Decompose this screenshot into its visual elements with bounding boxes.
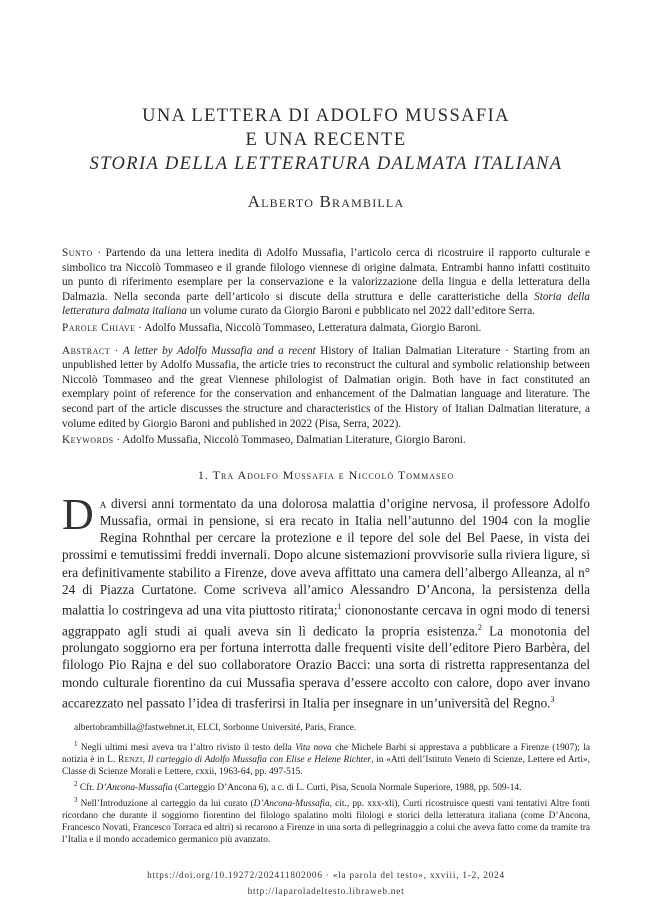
abstract-english: Abstract · A letter by Adolfo Mussafia and a recent History of Italian Dalmatian Literature · Starting from an unpublished letter by Adolfo Mussafia, the article tries to reconstruct the cultural and symbolic relationship between Niccolò Tommaseo and the great Viennese philologist of Dalmatian origin. Both have in fact constituted an exemplary point of reference for the conservation and enhancement of the Dalmatian language and literature. The second part of the article discusses the structure and characteristics of the History of Italian Dalmatian literature, a volume edited by Giorgio Baroni and published in 2022 (Pisa, Serra, 2022). (62, 344, 590, 430)
footnote-3-text-b: , cit., pp. xxx-xli), Curti ricostruisce questi vani tentativi Altre fonti ricordano che durante il soggiorno fiorentino del filologo spalatino molti filologi e storici della letteratura italiana (come D’Ancona, Francesco Novati, Francesco Torraca ed altri) si recarono a Firenze in una sorta di pellegrinaggio a colui che aveva fatto come da tramite tra l’Italia e il mondo accademico germanico più avanzato. (62, 799, 591, 846)
title-line-3: STORIA DELLA LETTERATURA DALMATA ITALIANA (89, 154, 563, 174)
footnote-2-text-a: Cfr. (77, 783, 97, 794)
footnote-2-number: 2 (74, 780, 78, 789)
footer-doi[interactable]: https://doi.org/10.19272/202411802006 · «la parola del testo», xxviii, 1-2, 2024 (147, 870, 505, 880)
keywords-en-text: Adolfo Mussafia, Niccolò Tommaseo, Dalmatian Literature, Giorgio Baroni. (122, 434, 466, 447)
footnote-1-text-c: , (142, 755, 148, 766)
keywords-it-text: Adolfo Mussafia, Niccolò Tommaseo, Letteratura dalmata, Giorgio Baroni. (144, 321, 482, 334)
drop-cap: D (62, 489, 94, 539)
footnotes (62, 722, 590, 846)
footnote-ref-1[interactable]: 1 (337, 601, 342, 611)
abstract-en-text: Starting from an unpublished letter by Adolfo Mussafia, the article tries to reconstruct the cultural and symbolic relationship between Niccolò Tommaseo and the great Viennese philologist of Dalmatian origin. Both have in fact constituted an exemplary point of reference for the conservation and enhancement of the Dalmatian language and literature. The second part of the article discusses the structure and characteristics of the History of Italian Dalmatian literature, a volume edited by Giorgio Baroni and published in 2022 (Pisa, Serra, 2022). (62, 344, 590, 430)
abstract-it-text-end: un volume curato da Giorgio Baroni e pubblicato nel 2022 dall’editore Serra. (186, 305, 536, 318)
author-name: Alberto Brambilla (247, 192, 405, 211)
footnote-2-text-b: (Carteggio D’Ancona 6), a c. di L. Curti, Pisa, Scuola Normale Superiore, 1988, pp. 509-14. (172, 783, 522, 794)
section-heading: 1. Tra Adolfo Mussafia e Niccolò Tommaseo (197, 467, 455, 482)
footnote-1-number: 1 (74, 740, 78, 748)
footnote-ref-3[interactable]: 3 (550, 694, 555, 704)
footnote-3-italic: D’Ancona-Mussafia (253, 799, 330, 810)
footnote-1-text-d: , in «Atti dell’Istituto Veneto di Scienze, Lettere ed Arti», Classe di Scienze Morali e Lettere, cxxii, 1963-64, pp. 497-515. (62, 755, 590, 778)
footnote-2 (62, 778, 590, 794)
body-text-2: ciononostante cercava in ogni modo di tenersi aggrappato agli studi ai quali aveva sin lì dedicato la propria esistenza. (62, 602, 590, 638)
abstract-italian (62, 246, 590, 319)
footnote-1-italic-1: Vita nova (295, 743, 332, 754)
body-paragraph (62, 489, 590, 712)
footnote-1-text-a: Negli ultimi mesi aveva tra l’altro rivisto il testo della (77, 743, 296, 754)
separator: · (92, 247, 106, 259)
footnote-2-italic: D’Ancona-Mussafia (96, 783, 173, 794)
footnote-1-text-b: che Michele Barbi si apprestava a pubblicare a Firenze (1907); la notizia è in L. (62, 743, 590, 766)
abstract-section (62, 246, 590, 448)
abstract-en-italic: A letter by Adolfo Mussafia and a recent (122, 344, 316, 357)
article-title (62, 104, 590, 212)
footnote-1 (62, 738, 590, 778)
body-text-1: diversi anni tormentato da una dolorosa malattia d’origine nervosa, il professore Adolfo Mussafia, ormai in pensione, si era recato in Italia nell’autunno del 1904 con la moglie Regina Rohnthal per cercare la protezione e il tepore del sole del Bel Paese, in vista dei prossimi e temutissimi freddi invernali. Dopo alcune sistemazioni provvisorie sulla riviera ligure, si era definitivamente stabilito a Firenze, dove aveva affittato una camera dell’albergo Alleanza, al n° 24 di Piazza Curtatone. Come scriveva all’amico Alessandro D’Ancona, la persistenza della malattia lo costringeva ad una vita piuttosto ritirata; (62, 495, 590, 618)
body-text-3: La monotonia del prolungato soggiorno era per fortuna interrotta dalle frequenti visite dell’editore Piero Barbèra, del filologo Pio Rajna e del suo collaboratore Orazio Bacci: una sorta di ristretta rappresentanza del mondo culturale fiorentino da cui Mussafia sperava d’essere accolto con calore, dopo aver invano accarezzato nel passato l’idea di trasferirsi in Italia per insegnare in un’università del Regno. (62, 622, 590, 711)
footnote-1-author: Renzi (117, 755, 143, 766)
footnote-3-text-a: Nell’Introduzione al carteggio da lui curato ( (77, 799, 254, 810)
footnote-1-italic-2: Il carteggio di Adolfo Mussafia con Elise e Helene Richter (147, 755, 372, 766)
footnote-3-number: 3 (74, 796, 78, 805)
footnote-ref-2[interactable]: 2 (477, 622, 482, 632)
keywords-italian: Parole Chiave · Adolfo Mussafia, Niccolò Tommaseo, Letteratura dalmata, Giorgio Baroni. (62, 321, 482, 334)
title-line-1: UNA LETTERA DI ADOLFO MUSSAFIA (142, 106, 510, 126)
keywords-it-label: Parole Chiave (62, 321, 136, 334)
footnote-3 (62, 794, 590, 846)
abstract-it-label: Sunto (62, 247, 93, 259)
abstract-en-label: Abstract (62, 344, 111, 357)
abstract-en-title: History of Italian Dalmatian Literature (315, 344, 501, 357)
abstract-it-text: Partendo da una lettera inedita di Adolfo Mussafia, l’articolo cerca di ricostruire il rapporto culturale e simbolico tra Niccolò Tommaseo e il grande filologo viennese di origine dalmata. Entrambi hanno infatti costituito un punto di riferimento esemplare per la conservazione e la valorizzazione della lingua e della letteratura della Dalmazia. Nella seconda parte dell’articolo si discute della struttura e delle caratteristiche della (62, 247, 590, 303)
keywords-english: Keywords · Adolfo Mussafia, Niccolò Tommaseo, Dalmatian Literature, Giorgio Baroni. (62, 434, 466, 447)
paper-page (62, 0, 591, 896)
abstract-it-italic: Storia della letteratura dalmata italiana (62, 290, 590, 318)
drop-cap-rest: a (99, 495, 107, 511)
title-line-2: E UNA RECENTE (245, 130, 407, 150)
keywords-en-label: Keywords (62, 434, 114, 447)
author-email: albertobrambilla@fastwebnet.it, ELCI, Sorbonne Université, Paris, France. (74, 723, 357, 733)
footer-url[interactable]: http://laparoladeltesto.libraweb.net (247, 886, 405, 896)
